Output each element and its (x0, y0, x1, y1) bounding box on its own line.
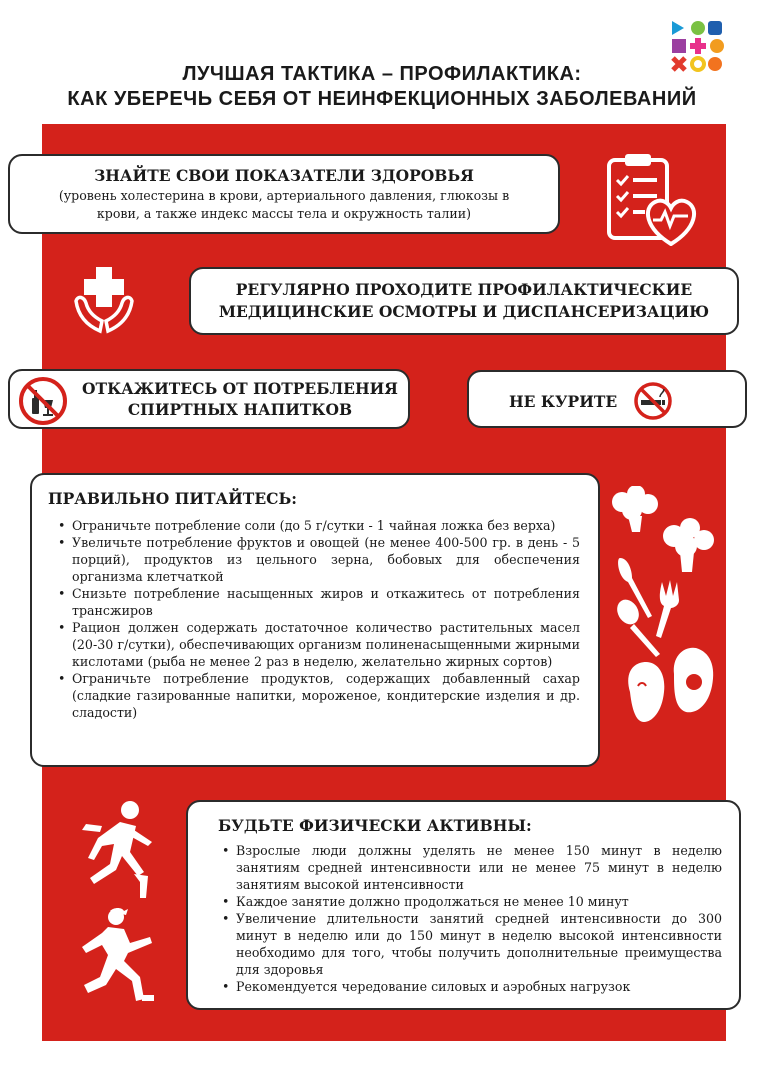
list-item: • Увеличьте потребление фруктов и овощей (не менее 400-500 гр. в день - 5 порций), продуктов из цельного зерна, бобовых для обеспечения организма клетчаткой (58, 534, 580, 585)
title-line-2: КАК УБЕРЕЧЬ СЕБЯ ОТ НЕИНФЕКЦИОННЫХ ЗАБОЛЕВАНИЙ (67, 88, 697, 110)
page-title (0, 62, 764, 112)
no-alcohol-icon (18, 376, 68, 426)
health-indicators-sub-1: (уровень холестерина в крови, артериального давления, глюкозы в (58, 188, 510, 203)
no-smoking-icon (633, 381, 673, 421)
nutrition-list (58, 517, 580, 721)
nutrition-card (30, 473, 600, 767)
runner-icon (72, 800, 162, 900)
checkups-line-1: РЕГУЛЯРНО ПРОХОДИТЕ ПРОФИЛАКТИЧЕСКИЕ (235, 280, 693, 299)
list-item: • Снизьте потребление насыщенных жиров и откажитесь от потребления трансжиров (58, 585, 580, 619)
food-icon (608, 486, 718, 728)
clipboard-heart-icon (605, 150, 697, 246)
list-item: • Каждое занятие должно продолжаться не менее 10 минут (222, 893, 722, 910)
health-indicators-heading: ЗНАЙТЕ СВОИ ПОКАЗАТЕЛИ ЗДОРОВЬЯ (94, 166, 474, 185)
list-item: • Ограничьте потребление продуктов, содержащих добавленный сахар (сладкие газированные напитки, мороженое, кондитерские изделия и др. сладости) (58, 670, 580, 721)
title-line-1: ЛУЧШАЯ ТАКТИКА – ПРОФИЛАКТИКА: (182, 63, 582, 85)
hands-cross-icon (72, 263, 136, 335)
health-indicators-sub-2: крови, а также индекс массы тела и окружность талии) (96, 206, 472, 221)
activity-list (222, 842, 722, 995)
smoking-card (467, 370, 747, 428)
runner-icon-2 (68, 905, 164, 1005)
checkups-line-2: МЕДИЦИНСКИЕ ОСМОТРЫ И ДИСПАНСЕРИЗАЦИЮ (218, 302, 710, 321)
list-item: • Рекомендуется чередование силовых и аэробных нагрузок (222, 978, 722, 995)
list-item: • Ограничьте потребление соли (до 5 г/сутки - 1 чайная ложка без верха) (58, 517, 580, 534)
activity-heading: БУДЬТЕ ФИЗИЧЕСКИ АКТИВНЫ: (218, 816, 532, 835)
list-item: • Рацион должен содержать достаточное количество растительных масел (20-30 г/сутки), обеспечивающих организм полиненасыщенными жирными кислотами (рыба не менее 2 раз в неделю, желательно жирных сортов) (58, 619, 580, 670)
smoking-heading: НЕ КУРИТЕ (509, 392, 618, 411)
alcohol-line-2: СПИРТНЫХ НАПИТКОВ (127, 400, 353, 419)
alcohol-text (80, 378, 400, 420)
list-item: • Увеличение длительности занятий средней интенсивности до 300 минут в неделю или до 150 минут в неделю высокой интенсивности необходимо для того, чтобы получить дополнительные преимущества для здоровья (222, 910, 722, 978)
nutrition-heading: ПРАВИЛЬНО ПИТАЙТЕСЬ: (48, 489, 297, 508)
checkups-card (189, 267, 739, 335)
list-item: • Взрослые люди должны уделять не менее 150 минут в неделю занятиям средней интенсивности или не менее 75 минут в неделю занятиям высокой интенсивности (222, 842, 722, 893)
activity-card (186, 800, 741, 1010)
health-indicators-card (8, 154, 560, 234)
alcohol-line-1: ОТКАЖИТЕСЬ ОТ ПОТРЕБЛЕНИЯ (82, 379, 398, 398)
alcohol-card (8, 369, 410, 429)
